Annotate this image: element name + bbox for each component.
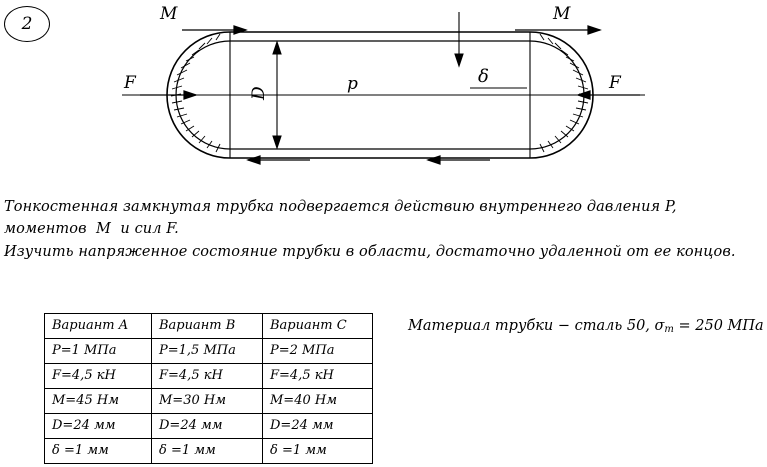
moment-label-left: M [160, 4, 178, 24]
table-cell: P=1,5 МПа [152, 339, 263, 364]
variants-table [44, 313, 373, 464]
statement-line-1 [4, 196, 744, 218]
table-cell: δ =1 мм [45, 439, 152, 464]
table-cell: M=40 Нм [263, 389, 373, 414]
yield-stress-value: = 250 МПа [673, 318, 764, 334]
table-row [45, 414, 373, 439]
statement-line-2-text2: и сил [120, 221, 162, 238]
table-row [45, 364, 373, 389]
table-row [45, 339, 373, 364]
table-cell: δ =1 мм [263, 439, 373, 464]
statement-line-1-text: Тонкостенная замкнутая трубка подвергается действию внутреннего давления [4, 199, 661, 215]
table-cell: F=4,5 кН [45, 364, 152, 389]
yield-stress-subscript: т [664, 324, 674, 335]
statement-line-2-text: моментов [4, 221, 87, 238]
pressure-label: p [347, 74, 358, 94]
tube-diagram-svg [0, 0, 767, 185]
left-cap-hatching [171, 34, 220, 152]
statement-force-symbol: F. [166, 221, 179, 238]
force-arrow-left [140, 91, 196, 99]
table-header-variant-b: Вариант B [152, 314, 263, 339]
table-cell: F=4,5 кН [152, 364, 263, 389]
diameter-label: D [249, 86, 269, 100]
table-cell: D=24 мм [152, 414, 263, 439]
table-cell: P=1 МПа [45, 339, 152, 364]
tube-diagram [0, 0, 767, 185]
force-label-left: F [124, 73, 136, 93]
thickness-leader [455, 12, 527, 88]
table-header-variant-a: Вариант A [45, 314, 152, 339]
statement-line-2 [4, 218, 744, 240]
table-row [45, 439, 373, 464]
statement-pressure-symbol: P, [664, 199, 677, 215]
table-cell: D=24 мм [45, 414, 152, 439]
statement-line-3: Изучить напряженное состояние трубки в области, достаточно удаленной от ее концов. [4, 243, 736, 260]
table-cell: M=45 Нм [45, 389, 152, 414]
table-cell: D=24 мм [263, 414, 373, 439]
table-cell: M=30 Нм [152, 389, 263, 414]
right-cap-hatching [540, 34, 589, 152]
table-cell: F=4,5 кН [263, 364, 373, 389]
table-row [45, 389, 373, 414]
table-header-variant-c: Вариант C [263, 314, 373, 339]
table-cell: P=2 МПа [263, 339, 373, 364]
force-label-right: F [609, 73, 621, 93]
yield-stress-symbol: σ [654, 318, 665, 334]
material-note [408, 318, 764, 335]
thickness-label: δ [478, 66, 489, 87]
moment-label-right: M [553, 4, 571, 24]
table-header-row [45, 314, 373, 339]
moment-arrow-top-left [182, 26, 246, 34]
statement-moment-symbol: M [96, 221, 111, 238]
table-cell: δ =1 мм [152, 439, 263, 464]
problem-statement [4, 196, 744, 263]
material-note-text: Материал трубки − сталь 50, [408, 318, 655, 334]
problem-number: 2 [4, 6, 50, 42]
